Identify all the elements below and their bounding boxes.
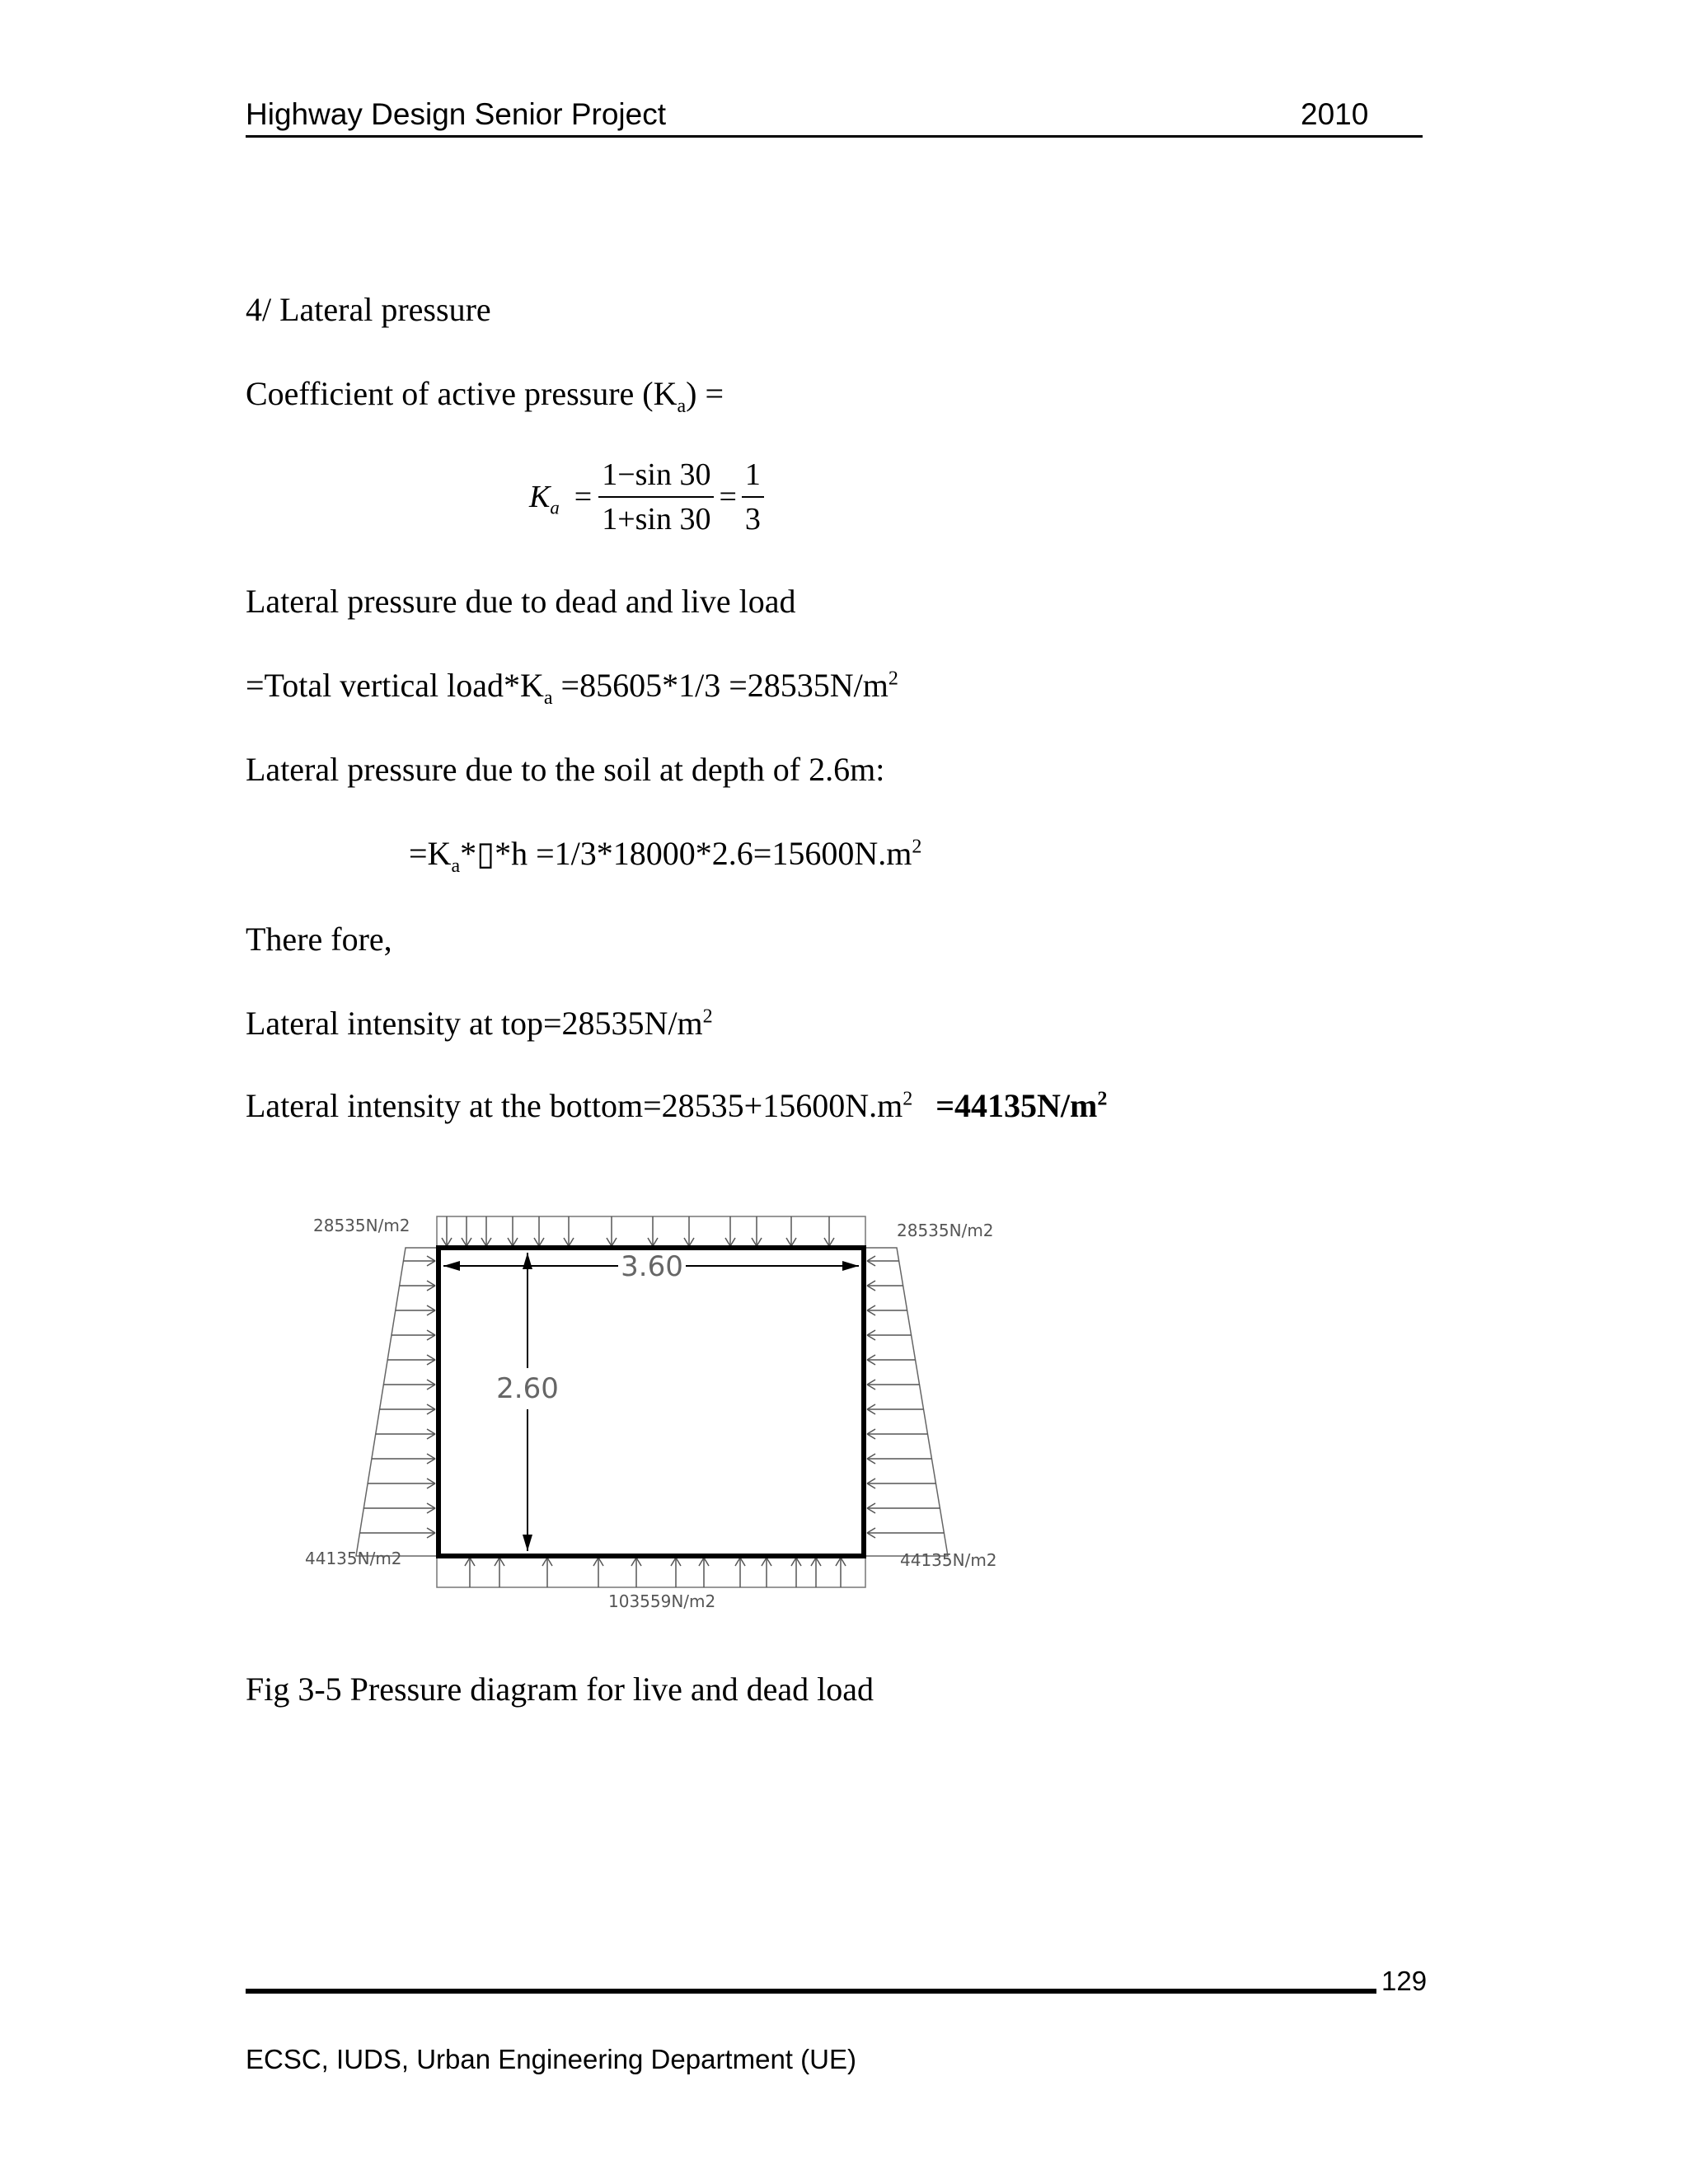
left-pressure-trapezoid	[356, 1248, 437, 1556]
height-dim-label: 2.60	[496, 1372, 559, 1405]
ka-equals-2: =	[719, 480, 737, 514]
ka-result-fraction: $\frac{1}{3}$	[742, 457, 764, 537]
footer-text: ECSC, IUDS, Urban Engineering Department (UE)	[246, 2044, 856, 2074]
width-dim-label: 3.60	[621, 1250, 683, 1283]
label-bottom-right: 44135N/m2	[900, 1550, 997, 1570]
right-pressure-trapezoid	[865, 1248, 948, 1556]
figure-caption: Fig 3-5 Pressure diagram for live and dead load	[246, 1671, 874, 1708]
pressure-diagram	[297, 1203, 1022, 1615]
page-number: 129	[1381, 1966, 1428, 1996]
header-title: Highway Design Senior Project	[246, 97, 667, 131]
label-bottom-left: 44135N/m2	[305, 1549, 402, 1568]
label-top-right: 28535N/m2	[897, 1221, 994, 1240]
intensity-bottom: Lateral intensity at the $bottom=28535+15600N.m^2 =44135N/m^2$	[246, 1087, 1108, 1124]
intensity-top: Lateral intensity at $top=28535N/m^2$	[246, 1005, 713, 1042]
dead-live-calc: =Total vertical $load*K_a =85605*1/3 =28535N/m^2$	[246, 667, 898, 709]
bottom-load-arrows	[465, 1558, 846, 1587]
ka-equals: =	[574, 480, 593, 514]
soil-calc: $=K_a*▯*h =1/3*18000*2.6=15600N.m^2$	[409, 835, 922, 877]
top-load-arrows	[442, 1216, 834, 1246]
dead-live-title: Lateral pressure due to dead and live load	[246, 583, 796, 620]
label-bottom-center: 103559N/m2	[608, 1591, 716, 1611]
ka-symbol: $K_a$	[529, 480, 560, 518]
header-rule	[246, 135, 1423, 138]
soil-title: Lateral pressure due to the soil at depth of 2.6m:	[246, 751, 885, 788]
coefficient-intro: Coefficient of active pressure $(K_a)$ =	[246, 375, 724, 417]
ka-fraction: $\frac{1-\sin 30}{1+\sin 30}$	[598, 457, 714, 537]
therefore-text: There fore,	[246, 921, 392, 958]
ka-formula	[529, 457, 764, 537]
footer-rule	[246, 1989, 1376, 1994]
header-year: 2010	[1301, 97, 1369, 131]
section-heading: 4/ Lateral pressure	[246, 291, 491, 328]
label-top-left: 28535N/m2	[313, 1216, 410, 1235]
